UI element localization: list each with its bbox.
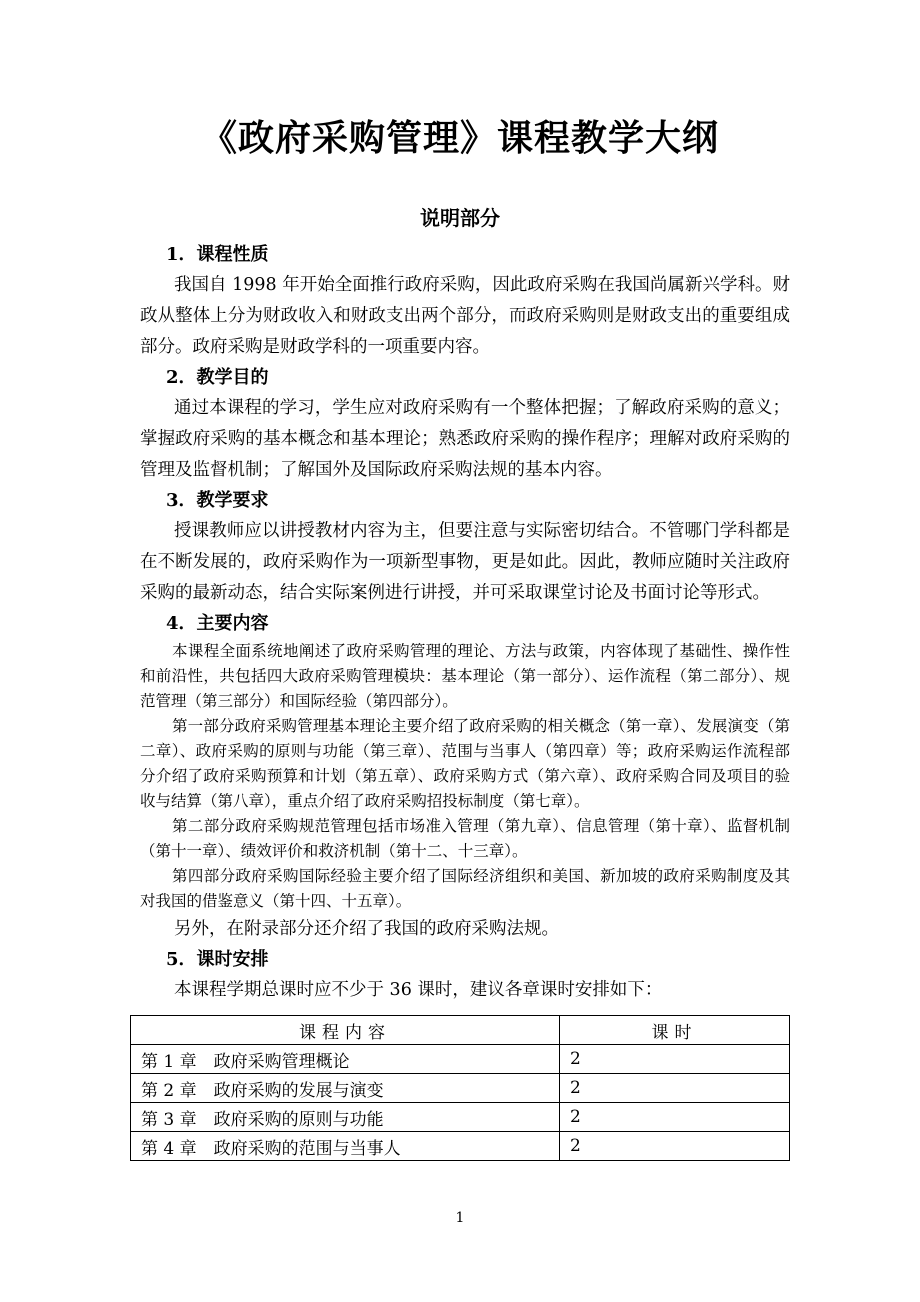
table-cell-hours: 2	[560, 1103, 790, 1132]
page-number: 1	[455, 1210, 465, 1226]
section-5-paragraph: 本课程学期总课时应不少于 36 课时，建议各章课时安排如下：	[174, 980, 663, 1000]
table-header-hours: 课时	[560, 1016, 790, 1045]
section-4-small-paragraph-1: 本课程全面系统地阐述了政府采购管理的理论、方法与政策，内容体现了基础性、操作性和前沿性，共包括四大政府采购管理模块：基本理论（第一部分）、运作流程（第二部分）、规范管理（第三部分）和国际经验（第四部分）。	[140, 642, 790, 710]
section-2-paragraph: 通过本课程的学习，学生应对政府采购有一个整体把握；了解政府采购的意义；掌握政府采购的基本概念和基本理论；熟悉政府采购的操作程序；理解对政府采购的管理及监督机制；了解国外及国际政府采购法规的基本内容。	[140, 398, 790, 480]
section-heading-2: 2．教学目的	[166, 367, 269, 388]
document-body	[140, 240, 790, 1006]
document-title: 《政府采购管理》课程教学大纲	[200, 117, 719, 159]
section-subtitle: 说明部分	[420, 206, 500, 230]
section-4-small-paragraph-2: 第一部分政府采购管理基本理论主要介绍了政府采购的相关概念（第一章）、发展演变（第二章）、政府采购的原则与功能（第三章）、范围与当事人（第四章）等；政府采购运作流程部分介绍了政府采购预算和计划（第五章）、政府采购方式（第六章）、政府采购合同及项目的验收与结算（第八章），重点介绍了政府采购招投标制度（第七章）。	[140, 717, 790, 810]
table-row	[131, 1045, 790, 1074]
table-row	[131, 1074, 790, 1103]
section-heading-4: 4．主要内容	[166, 613, 269, 634]
section-heading-3: 3．教学要求	[166, 490, 269, 511]
table-cell-hours: 2	[560, 1074, 790, 1103]
table-row	[131, 1103, 790, 1132]
table-row	[131, 1132, 790, 1161]
table-cell-hours: 2	[560, 1132, 790, 1161]
section-heading-5: 5．课时安排	[166, 949, 269, 970]
section-4-paragraph: 另外，在附录部分还介绍了我国的政府采购法规。	[174, 919, 559, 939]
section-heading-1: 1．课程性质	[166, 244, 269, 265]
table-header-row	[131, 1016, 790, 1045]
course-hours-table	[130, 1015, 790, 1161]
section-4-small-paragraph-4: 第四部分政府采购国际经验主要介绍了国际经济组织和美国、新加坡的政府采购制度及其对我国的借鉴意义（第十四、十五章）。	[140, 867, 790, 910]
table-cell-chapter: 第 2 章 政府采购的发展与演变	[131, 1074, 560, 1103]
section-3-paragraph: 授课教师应以讲授教材内容为主，但要注意与实际密切结合。不管哪门学科都是在不断发展的，政府采购作为一项新型事物，更是如此。因此，教师应随时关注政府采购的最新动态，结合实际案例进行讲授，并可采取课堂讨论及书面讨论等形式。	[140, 521, 790, 603]
section-4-small-paragraph-3: 第二部分政府采购规范管理包括市场准入管理（第九章）、信息管理（第十章）、监督机制（第十一章）、绩效评价和救济机制（第十二、十三章）。	[140, 817, 790, 860]
section-1-paragraph: 我国自 1998 年开始全面推行政府采购，因此政府采购在我国尚属新兴学科。财政从整体上分为财政收入和财政支出两个部分，而政府采购则是财政支出的重要组成部分。政府采购是财政学科的一项重要内容。	[140, 275, 790, 357]
table-cell-chapter: 第 3 章 政府采购的原则与功能	[131, 1103, 560, 1132]
table-cell-chapter: 第 1 章 政府采购管理概论	[131, 1045, 560, 1074]
table-cell-hours: 2	[560, 1045, 790, 1074]
table-cell-chapter: 第 4 章 政府采购的范围与当事人	[131, 1132, 560, 1161]
table-header-content: 课程内容	[131, 1016, 560, 1045]
